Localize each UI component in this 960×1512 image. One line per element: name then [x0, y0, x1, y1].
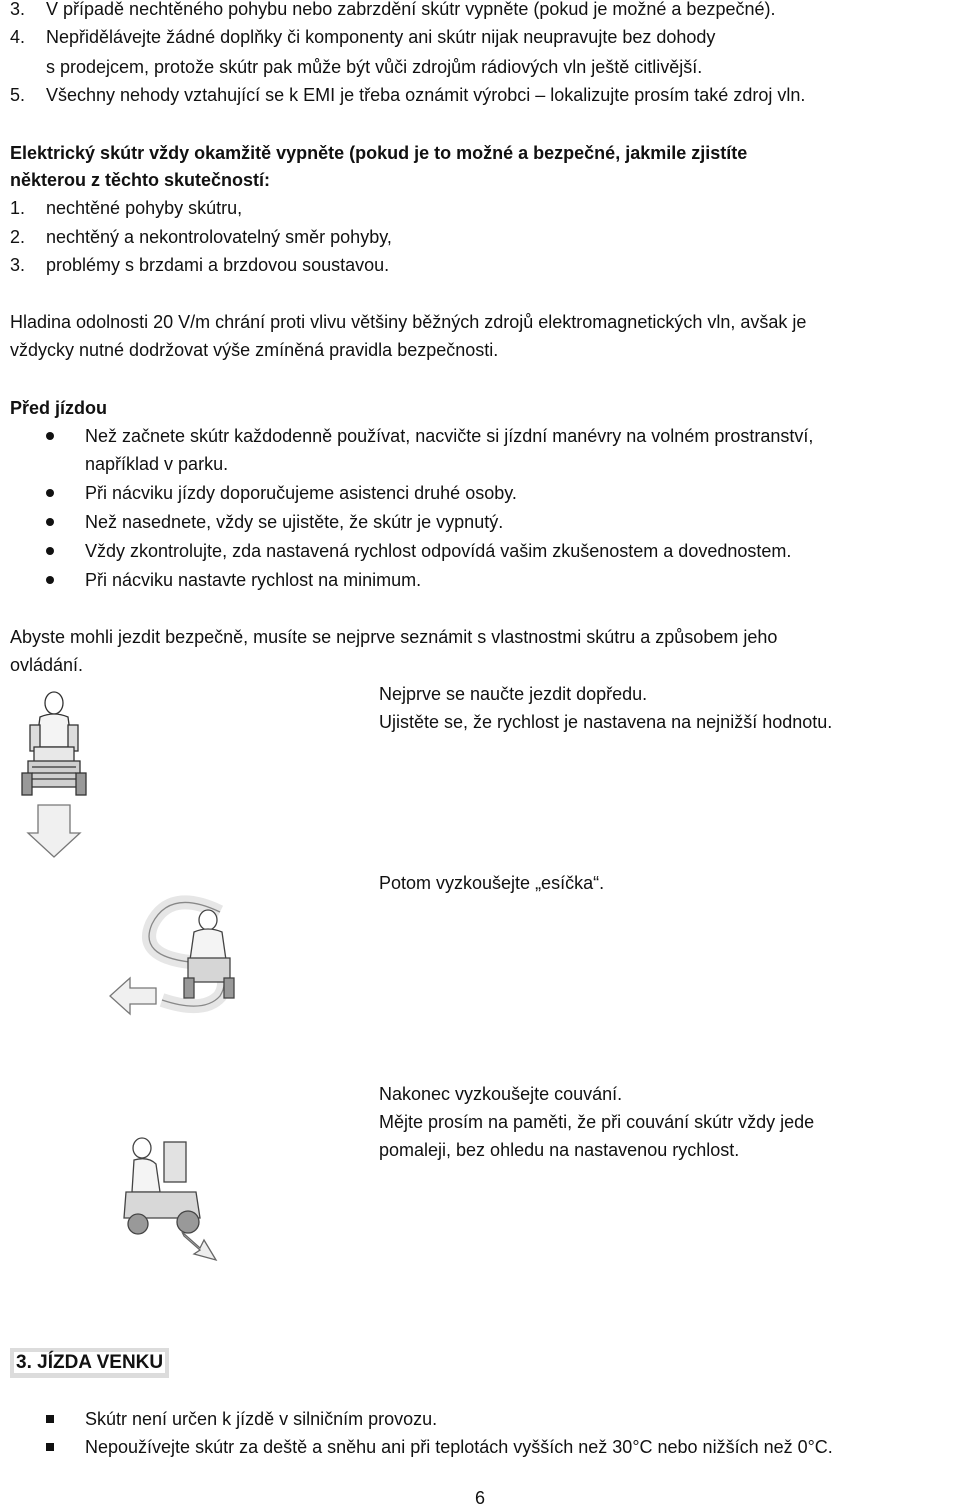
list-number: 4.: [10, 27, 26, 47]
section-title-text: 3. JÍZDA VENKU: [16, 1352, 164, 1373]
bullet-icon: [46, 432, 54, 440]
bullet-text: Než nasednete, vždy se ujistěte, že skútr je vypnutý.: [85, 512, 504, 532]
bullet-icon: [46, 518, 54, 526]
reverse-driving-illustration: [104, 1122, 234, 1264]
bullet-text: Nepoužívejte skútr za deště a sněhu ani při teplotách vyšších než 30°C nebo nižších než 0°C.: [85, 1437, 833, 1457]
list-number: 1.: [10, 198, 26, 218]
bullet-icon: [46, 576, 54, 584]
bullet-icon: [46, 547, 54, 555]
bullet-text: Vždy zkontrolujte, zda nastavená rychlost odpovídá vašim zkušenostem a dovednostem.: [85, 541, 792, 561]
list-number: 2.: [10, 227, 26, 247]
switch-off-heading: Elektrický skútr vždy okamžitě vypněte (pokud je to možné a bezpečné, jakmile zjistíte: [10, 143, 748, 163]
list-item: [10, 81, 805, 109]
list-text: V případě nechtěného pohybu nebo zabrzdění skútr vypněte (pokud je možné a bezpečné).: [46, 0, 776, 19]
immunity-paragraph: Hladina odolnosti 20 V/m chrání proti vlivu většiny běžných zdrojů elektromagnetických vln, avšak je: [10, 312, 807, 332]
list-item: [10, 23, 960, 51]
step-slalom-text: Potom vyzkoušejte „esíčka“.: [379, 873, 605, 893]
step-reverse-text: Nakonec vyzkoušejte couvání.: [379, 1084, 623, 1104]
list-text: Nepřidělávejte žádné doplňky či komponenty ani skútr nijak neupravujte bez dohody: [46, 27, 716, 47]
bullet-text: Při nácviku nastavte rychlost na minimum.: [85, 570, 422, 590]
forward-driving-illustration: [18, 685, 88, 860]
list-item: [10, 194, 242, 222]
bullet-text-cont: například v parku.: [85, 454, 229, 474]
bullet-text: Při nácviku jízdy doporučujeme asistenci druhé osoby.: [85, 483, 517, 503]
list-number: 3.: [10, 0, 26, 19]
slalom-driving-illustration: [108, 892, 258, 1017]
list-number: 5.: [10, 85, 26, 105]
list-item-continuation: s prodejcem, protože skútr pak může být vůči zdrojům rádiových vln ještě citlivější.: [46, 57, 703, 77]
list-item: [10, 251, 389, 279]
intro-paragraph-cont: ovládání.: [10, 655, 84, 675]
intro-paragraph: Abyste mohli jezdit bezpečně, musíte se nejprve seznámit s vlastnostmi skútru a způsobem jeho: [10, 627, 778, 647]
step-forward-text: Nejprve se naučte jezdit dopředu.: [379, 684, 648, 704]
square-bullet-icon: [46, 1443, 54, 1451]
list-item: [10, 0, 776, 23]
bullet-text: Než začnete skútr každodenně používat, nacvičte si jízdní manévry na volném prostranství,: [85, 426, 814, 446]
step-reverse-text-cont: Mějte prosím na paměti, že při couvání skútr vždy jede: [379, 1112, 815, 1132]
bullet-text: Skútr není určen k jízdě v silničním provozu.: [85, 1409, 438, 1429]
bullet-icon: [46, 489, 54, 497]
list-text: problémy s brzdami a brzdovou soustavou.: [46, 255, 390, 275]
square-bullet-icon: [46, 1415, 54, 1423]
list-text: nechtěné pohyby skútru,: [46, 198, 243, 218]
list-text: Všechny nehody vztahující se k EMI je třeba oznámit výrobci – lokalizujte prosím také zdroj vln.: [46, 85, 806, 105]
step-reverse-text-cont2: pomaleji, bez ohledu na nastavenou rychlost.: [379, 1140, 740, 1160]
section-title-riding-outside: [10, 1348, 169, 1378]
list-text: nechtěný a nekontrolovatelný směr pohyby,: [46, 227, 392, 247]
page-number: 6: [474, 1488, 485, 1508]
immunity-paragraph-cont: vždycky nutné dodržovat výše zmíněná pravidla bezpečnosti.: [10, 340, 499, 360]
step-forward-text-cont: Ujistěte se, že rychlost je nastavena na nejnižší hodnotu.: [379, 712, 833, 732]
switch-off-heading-cont: některou z těchto skutečností:: [10, 170, 271, 190]
list-item: [10, 223, 392, 251]
list-number: 3.: [10, 255, 26, 275]
section-title-before-ride: Před jízdou: [10, 398, 108, 418]
